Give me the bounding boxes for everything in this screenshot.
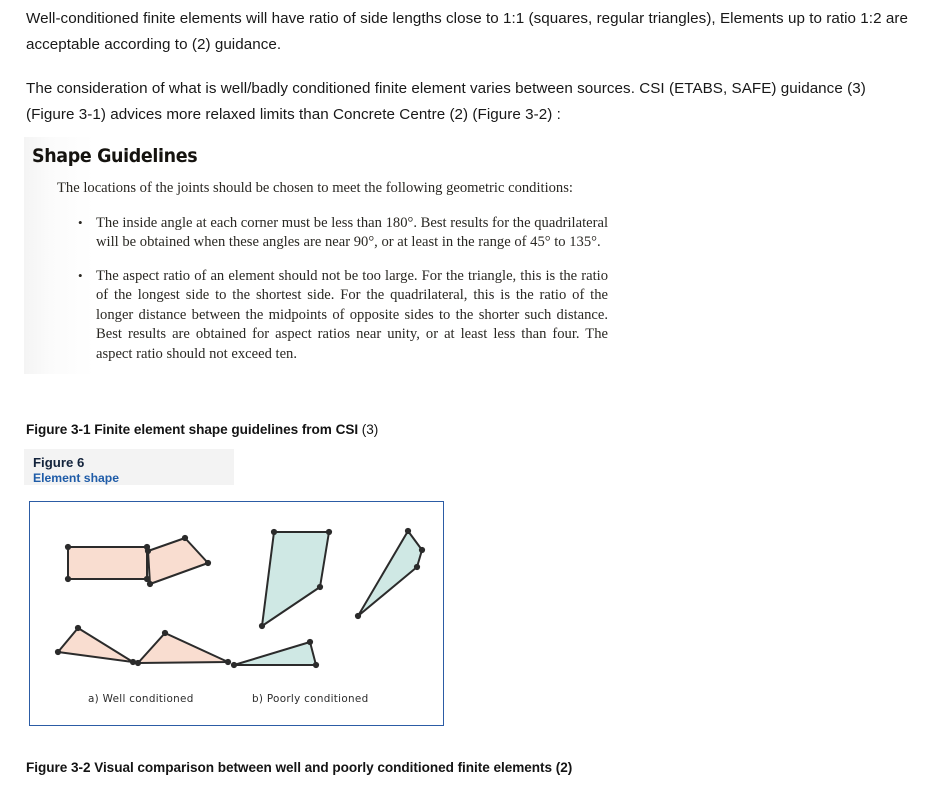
element-shape-diagram (30, 502, 442, 724)
bullet-icon: • (78, 214, 83, 230)
poor-triangle-node (231, 662, 237, 668)
figure-6-frame (29, 501, 444, 726)
list-item-text: The inside angle at each corner must be less than 180°. Best results for the quadrilateral will be obtained when these angles are near 90°, or at least in the range of 45° to 135°. (96, 214, 608, 250)
well-quadrilateral-node (145, 548, 151, 554)
shape-guidelines-intro: The locations of the joints should be chosen to meet the following geometric conditions: (57, 180, 573, 196)
well-rectangle-node (65, 576, 71, 582)
well-triangle-right (138, 633, 228, 663)
figure-3-2-caption-text: Figure 3-2 Visual comparison between well and poorly conditioned finite elements (2) (26, 760, 573, 775)
intro-paragraph-2: The consideration of what is well/badly conditioned finite element varies between sources. CSI (ETABS, SAFE) guidance (3) (Figure 3-1) advices more relaxed limits than Concrete Centre (2) (Figure 3-2) : (26, 80, 866, 123)
poor-triangle (234, 642, 316, 665)
figure-6-header (24, 449, 234, 485)
list-item (24, 214, 608, 253)
poor-pentagon-node (405, 528, 411, 534)
well-quadrilateral (148, 538, 208, 584)
figure-6-subtitle: Element shape (33, 471, 120, 485)
well-quadrilateral-node (182, 535, 188, 541)
label-poorly-conditioned: b) Poorly conditioned (252, 693, 369, 705)
well-triangle-left-node (55, 649, 61, 655)
intro-paragraph-1: Well-conditioned finite elements will have ratio of side lengths close to 1:1 (squares, regular triangles), Elements up to ratio 1:2 are acceptable according to (2) guidance. (26, 10, 908, 53)
figure-3-1-caption-text: Figure 3-1 Finite element shape guidelines from CSI (26, 422, 359, 437)
well-triangle-right-node (135, 660, 141, 666)
bullet-icon: • (78, 267, 83, 283)
figure-6-number: Figure 6 (33, 455, 85, 470)
poor-quadrilateral-node (326, 529, 332, 535)
figure-3-2-caption (26, 760, 572, 775)
well-rectangle (68, 547, 147, 579)
well-triangle-right-node (225, 659, 231, 665)
list-item-text: The aspect ratio of an element should not be too large. For the triangle, this is the ratio of the longest side to the shortest side. For the quadrilateral, this is the ratio of the longer distance between the midpoints of opposite sides to the shorter such distance. Best results are obtained for aspect ratios near unity, or at least less than four. The aspect ratio should not exceed ten. (96, 267, 608, 362)
poor-triangle-node (313, 662, 319, 668)
poor-pentagon-node (355, 613, 361, 619)
poor-pentagon-node (414, 564, 420, 570)
poor-pentagon (358, 531, 422, 616)
well-quadrilateral-node (205, 560, 211, 566)
well-triangle-left-node (75, 625, 81, 631)
label-well-conditioned: a) Well conditioned (88, 693, 194, 705)
poor-quadrilateral-node (271, 529, 277, 535)
figure-3-1-caption (26, 422, 378, 437)
shape-guidelines-excerpt (24, 137, 614, 374)
shape-guidelines-heading: Shape Guidelines (32, 145, 198, 167)
list-item (24, 267, 608, 365)
shape-guidelines-list (24, 214, 614, 365)
document-body (26, 6, 916, 146)
well-quadrilateral-node (147, 581, 153, 587)
poor-quadrilateral-node (317, 584, 323, 590)
well-triangle-left (58, 628, 133, 662)
poor-triangle-node (307, 639, 313, 645)
well-triangle-right-node (162, 630, 168, 636)
well-rectangle-node (65, 544, 71, 550)
shape-layer (55, 528, 425, 668)
figure-6-panel (24, 449, 450, 733)
poor-quadrilateral-node (259, 623, 265, 629)
figure-3-1-reference: (3) (358, 422, 379, 437)
poor-pentagon-node (419, 547, 425, 553)
poor-quadrilateral (262, 532, 329, 626)
